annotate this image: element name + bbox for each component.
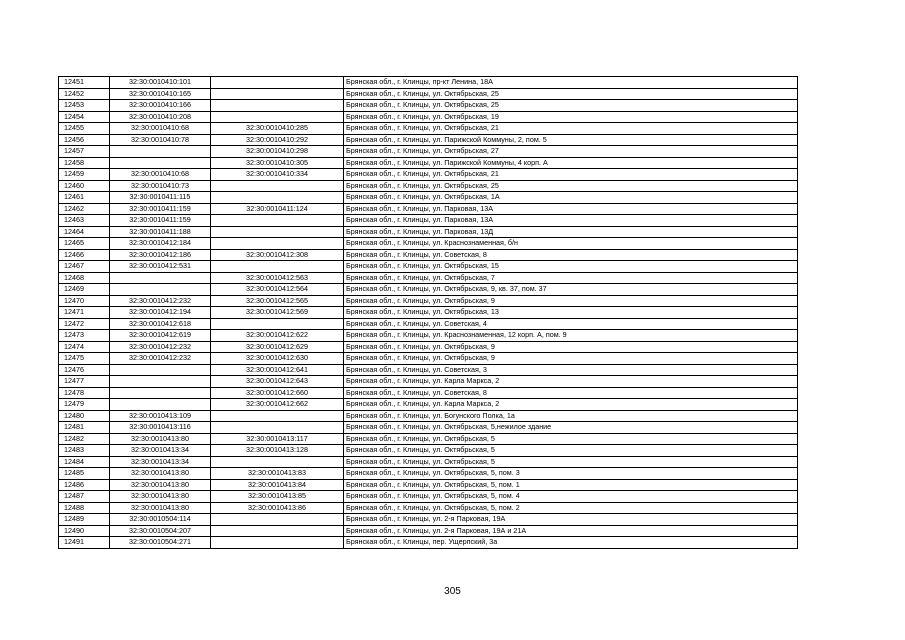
row-number-cell: 12462 <box>59 203 110 215</box>
related-cadastral-number-cell <box>211 410 344 422</box>
cadastral-number-cell: 32:30:0010504:114 <box>110 514 211 526</box>
cadastral-number-cell: 32:30:0010504:207 <box>110 525 211 537</box>
cadastral-number-cell <box>110 399 211 411</box>
address-cell: Брянская обл., г. Клинцы, ул. Октябрьская, 25 <box>344 180 798 192</box>
cadastral-number-cell <box>110 272 211 284</box>
address-cell: Брянская обл., г. Клинцы, ул. Советская, 8 <box>344 387 798 399</box>
table-row <box>59 157 798 169</box>
related-cadastral-number-cell: 32:30:0010413:117 <box>211 433 344 445</box>
related-cadastral-number-cell <box>211 238 344 250</box>
row-number-cell: 12479 <box>59 399 110 411</box>
related-cadastral-number-cell <box>211 456 344 468</box>
cadastral-number-cell: 32:30:0010412:232 <box>110 295 211 307</box>
row-number-cell: 12471 <box>59 307 110 319</box>
cadastral-number-cell: 32:30:0010411:188 <box>110 226 211 238</box>
related-cadastral-number-cell: 32:30:0010412:641 <box>211 364 344 376</box>
table-row <box>59 514 798 526</box>
related-cadastral-number-cell: 32:30:0010412:565 <box>211 295 344 307</box>
address-cell: Брянская обл., г. Клинцы, ул. Октябрьская, 13 <box>344 307 798 319</box>
address-cell: Брянская обл., г. Клинцы, ул. Октябрьская, 19 <box>344 111 798 123</box>
row-number-cell: 12491 <box>59 537 110 549</box>
related-cadastral-number-cell <box>211 514 344 526</box>
table-row <box>59 111 798 123</box>
cadastral-number-cell <box>110 376 211 388</box>
row-number-cell: 12473 <box>59 330 110 342</box>
related-cadastral-number-cell: 32:30:0010410:298 <box>211 146 344 158</box>
table-row <box>59 295 798 307</box>
related-cadastral-number-cell <box>211 88 344 100</box>
address-cell: Брянская обл., г. Клинцы, ул. Октябрьская, 5 <box>344 433 798 445</box>
cadastral-number-cell <box>110 157 211 169</box>
row-number-cell: 12481 <box>59 422 110 434</box>
related-cadastral-number-cell <box>211 261 344 273</box>
related-cadastral-number-cell <box>211 525 344 537</box>
address-cell: Брянская обл., г. Клинцы, ул. Парижской Коммуны, 2, пом. 5 <box>344 134 798 146</box>
address-cell: Брянская обл., г. Клинцы, ул. Карла Маркса, 2 <box>344 399 798 411</box>
address-cell: Брянская обл., г. Клинцы, ул. Октябрьская, 5 <box>344 445 798 457</box>
table-row <box>59 502 798 514</box>
address-cell: Брянская обл., г. Клинцы, пр-кт Ленина, 18А <box>344 77 798 89</box>
related-cadastral-number-cell: 32:30:0010412:643 <box>211 376 344 388</box>
table-row <box>59 134 798 146</box>
related-cadastral-number-cell: 32:30:0010412:629 <box>211 341 344 353</box>
row-number-cell: 12461 <box>59 192 110 204</box>
address-cell: Брянская обл., г. Клинцы, ул. Октябрьская, 7 <box>344 272 798 284</box>
related-cadastral-number-cell: 32:30:0010410:292 <box>211 134 344 146</box>
table-row <box>59 123 798 135</box>
related-cadastral-number-cell <box>211 537 344 549</box>
related-cadastral-number-cell: 32:30:0010410:285 <box>211 123 344 135</box>
address-cell: Брянская обл., г. Клинцы, ул. Октябрьская, 27 <box>344 146 798 158</box>
address-cell: Брянская обл., г. Клинцы, ул. Октябрьская, 5, пом. 4 <box>344 491 798 503</box>
related-cadastral-number-cell: 32:30:0010412:660 <box>211 387 344 399</box>
table-row <box>59 376 798 388</box>
row-number-cell: 12457 <box>59 146 110 158</box>
cadastral-number-cell: 32:30:0010411:115 <box>110 192 211 204</box>
row-number-cell: 12490 <box>59 525 110 537</box>
related-cadastral-number-cell: 32:30:0010413:83 <box>211 468 344 480</box>
cadastral-number-cell: 32:30:0010412:618 <box>110 318 211 330</box>
cadastral-number-cell: 32:30:0010413:80 <box>110 433 211 445</box>
cadastral-number-cell: 32:30:0010412:194 <box>110 307 211 319</box>
address-cell: Брянская обл., г. Клинцы, ул. Парковая, 13А <box>344 203 798 215</box>
row-number-cell: 12475 <box>59 353 110 365</box>
table-row <box>59 525 798 537</box>
address-cell: Брянская обл., г. Клинцы, ул. 2-я Парковая, 19А и 21А <box>344 525 798 537</box>
cadastral-number-cell: 32:30:0010411:159 <box>110 203 211 215</box>
cadastral-number-cell: 32:30:0010410:68 <box>110 169 211 181</box>
row-number-cell: 12478 <box>59 387 110 399</box>
cadastral-number-cell: 32:30:0010413:116 <box>110 422 211 434</box>
table-row <box>59 180 798 192</box>
table-row <box>59 192 798 204</box>
row-number-cell: 12487 <box>59 491 110 503</box>
table-row <box>59 100 798 112</box>
address-cell: Брянская обл., г. Клинцы, ул. Карла Маркса, 2 <box>344 376 798 388</box>
cadastral-number-cell: 32:30:0010411:159 <box>110 215 211 227</box>
cadastral-number-cell: 32:30:0010410:166 <box>110 100 211 112</box>
related-cadastral-number-cell: 32:30:0010411:124 <box>211 203 344 215</box>
related-cadastral-number-cell: 32:30:0010412:563 <box>211 272 344 284</box>
address-cell: Брянская обл., г. Клинцы, ул. Краснознаменная, б/н <box>344 238 798 250</box>
row-number-cell: 12452 <box>59 88 110 100</box>
related-cadastral-number-cell: 32:30:0010413:84 <box>211 479 344 491</box>
cadastral-number-cell: 32:30:0010413:80 <box>110 502 211 514</box>
table-row <box>59 238 798 250</box>
cadastral-number-cell: 32:30:0010412:184 <box>110 238 211 250</box>
table-row <box>59 468 798 480</box>
cadastral-number-cell: 32:30:0010410:101 <box>110 77 211 89</box>
table-row <box>59 261 798 273</box>
related-cadastral-number-cell <box>211 422 344 434</box>
address-cell: Брянская обл., г. Клинцы, ул. Парковая, 13Д <box>344 226 798 238</box>
row-number-cell: 12463 <box>59 215 110 227</box>
related-cadastral-number-cell: 32:30:0010412:662 <box>211 399 344 411</box>
cadastral-number-cell: 32:30:0010412:619 <box>110 330 211 342</box>
cadastral-number-cell: 32:30:0010413:80 <box>110 479 211 491</box>
related-cadastral-number-cell <box>211 111 344 123</box>
related-cadastral-number-cell: 32:30:0010410:334 <box>211 169 344 181</box>
cadastral-number-cell: 32:30:0010410:165 <box>110 88 211 100</box>
address-cell: Брянская обл., г. Клинцы, ул. Октябрьская, 9, кв. 37, пом. 37 <box>344 284 798 296</box>
table-row <box>59 422 798 434</box>
row-number-cell: 12470 <box>59 295 110 307</box>
cadastral-number-cell: 32:30:0010413:34 <box>110 445 211 457</box>
cadastral-number-cell: 32:30:0010410:208 <box>110 111 211 123</box>
address-cell: Брянская обл., г. Клинцы, ул. Октябрьская, 25 <box>344 88 798 100</box>
table-row <box>59 272 798 284</box>
table-body <box>59 77 798 549</box>
cadastral-number-cell <box>110 146 211 158</box>
table-row <box>59 77 798 89</box>
row-number-cell: 12489 <box>59 514 110 526</box>
table-row <box>59 456 798 468</box>
row-number-cell: 12480 <box>59 410 110 422</box>
address-cell: Брянская обл., г. Клинцы, пер. Ущерпский, 3а <box>344 537 798 549</box>
cadastral-number-cell <box>110 387 211 399</box>
cadastral-number-cell: 32:30:0010410:68 <box>110 123 211 135</box>
row-number-cell: 12482 <box>59 433 110 445</box>
address-cell: Брянская обл., г. Клинцы, ул. Советская, 8 <box>344 249 798 261</box>
cadastral-number-cell <box>110 364 211 376</box>
address-cell: Брянская обл., г. Клинцы, ул. Октябрьская, 9 <box>344 353 798 365</box>
row-number-cell: 12467 <box>59 261 110 273</box>
related-cadastral-number-cell <box>211 180 344 192</box>
cadastral-number-cell: 32:30:0010413:34 <box>110 456 211 468</box>
table-row <box>59 169 798 181</box>
table-row <box>59 445 798 457</box>
table-row <box>59 387 798 399</box>
related-cadastral-number-cell <box>211 215 344 227</box>
row-number-cell: 12468 <box>59 272 110 284</box>
related-cadastral-number-cell <box>211 318 344 330</box>
table-row <box>59 479 798 491</box>
table-row <box>59 330 798 342</box>
row-number-cell: 12483 <box>59 445 110 457</box>
cadastral-number-cell: 32:30:0010412:232 <box>110 341 211 353</box>
address-cell: Брянская обл., г. Клинцы, ул. Октябрьская, 21 <box>344 169 798 181</box>
address-cell: Брянская обл., г. Клинцы, ул. Октябрьская, 1А <box>344 192 798 204</box>
row-number-cell: 12464 <box>59 226 110 238</box>
address-cell: Брянская обл., г. Клинцы, ул. Октябрьская, 25 <box>344 100 798 112</box>
cadastral-number-cell: 32:30:0010410:73 <box>110 180 211 192</box>
related-cadastral-number-cell: 32:30:0010413:128 <box>211 445 344 457</box>
cadastral-number-cell: 32:30:0010412:531 <box>110 261 211 273</box>
table-row <box>59 491 798 503</box>
address-cell: Брянская обл., г. Клинцы, ул. Парковая, 13А <box>344 215 798 227</box>
related-cadastral-number-cell: 32:30:0010412:569 <box>211 307 344 319</box>
row-number-cell: 12474 <box>59 341 110 353</box>
row-number-cell: 12459 <box>59 169 110 181</box>
row-number-cell: 12465 <box>59 238 110 250</box>
table-row <box>59 433 798 445</box>
table-row <box>59 537 798 549</box>
row-number-cell: 12458 <box>59 157 110 169</box>
related-cadastral-number-cell: 32:30:0010412:630 <box>211 353 344 365</box>
table-row <box>59 353 798 365</box>
related-cadastral-number-cell <box>211 100 344 112</box>
row-number-cell: 12485 <box>59 468 110 480</box>
address-cell: Брянская обл., г. Клинцы, ул. Богунского Полка, 1а <box>344 410 798 422</box>
property-table <box>58 76 798 549</box>
cadastral-number-cell: 32:30:0010413:80 <box>110 491 211 503</box>
table-row <box>59 203 798 215</box>
address-cell: Брянская обл., г. Клинцы, ул. Октябрьская, 5, пом. 3 <box>344 468 798 480</box>
row-number-cell: 12454 <box>59 111 110 123</box>
related-cadastral-number-cell: 32:30:0010412:622 <box>211 330 344 342</box>
address-cell: Брянская обл., г. Клинцы, ул. Октябрьская, 5, пом. 2 <box>344 502 798 514</box>
related-cadastral-number-cell <box>211 192 344 204</box>
row-number-cell: 12456 <box>59 134 110 146</box>
table-row <box>59 215 798 227</box>
address-cell: Брянская обл., г. Клинцы, ул. Октябрьская, 5 <box>344 456 798 468</box>
row-number-cell: 12476 <box>59 364 110 376</box>
row-number-cell: 12484 <box>59 456 110 468</box>
address-cell: Брянская обл., г. Клинцы, ул. Парижской Коммуны, 4 корп. А <box>344 157 798 169</box>
related-cadastral-number-cell <box>211 226 344 238</box>
address-cell: Брянская обл., г. Клинцы, ул. 2-я Парковая, 19А <box>344 514 798 526</box>
row-number-cell: 12460 <box>59 180 110 192</box>
related-cadastral-number-cell: 32:30:0010412:308 <box>211 249 344 261</box>
address-cell: Брянская обл., г. Клинцы, ул. Октябрьская, 21 <box>344 123 798 135</box>
address-cell: Брянская обл., г. Клинцы, ул. Октябрьская, 5, пом. 1 <box>344 479 798 491</box>
cadastral-number-cell: 32:30:0010412:186 <box>110 249 211 261</box>
table-row <box>59 88 798 100</box>
table-row <box>59 284 798 296</box>
table-row <box>59 146 798 158</box>
row-number-cell: 12488 <box>59 502 110 514</box>
page-number: 305 <box>444 586 461 597</box>
address-cell: Брянская обл., г. Клинцы, ул. Советская, 4 <box>344 318 798 330</box>
table-row <box>59 410 798 422</box>
address-cell: Брянская обл., г. Клинцы, ул. Советская, 3 <box>344 364 798 376</box>
table-row <box>59 364 798 376</box>
address-cell: Брянская обл., г. Клинцы, ул. Краснознаменная, 12 корп. А, пом. 9 <box>344 330 798 342</box>
address-cell: Брянская обл., г. Клинцы, ул. Октябрьская, 9 <box>344 295 798 307</box>
row-number-cell: 12472 <box>59 318 110 330</box>
table-row <box>59 318 798 330</box>
row-number-cell: 12486 <box>59 479 110 491</box>
cadastral-number-cell: 32:30:0010410:78 <box>110 134 211 146</box>
cadastral-number-cell: 32:30:0010413:80 <box>110 468 211 480</box>
related-cadastral-number-cell: 32:30:0010412:564 <box>211 284 344 296</box>
related-cadastral-number-cell <box>211 77 344 89</box>
table-row <box>59 399 798 411</box>
cadastral-number-cell <box>110 284 211 296</box>
table-row <box>59 307 798 319</box>
related-cadastral-number-cell: 32:30:0010413:86 <box>211 502 344 514</box>
row-number-cell: 12469 <box>59 284 110 296</box>
related-cadastral-number-cell: 32:30:0010410:305 <box>211 157 344 169</box>
address-cell: Брянская обл., г. Клинцы, ул. Октябрьская, 15 <box>344 261 798 273</box>
row-number-cell: 12455 <box>59 123 110 135</box>
address-cell: Брянская обл., г. Клинцы, ул. Октябрьская, 5,нежилое здание <box>344 422 798 434</box>
related-cadastral-number-cell: 32:30:0010413:85 <box>211 491 344 503</box>
row-number-cell: 12477 <box>59 376 110 388</box>
row-number-cell: 12453 <box>59 100 110 112</box>
table-row <box>59 226 798 238</box>
cadastral-number-cell: 32:30:0010412:232 <box>110 353 211 365</box>
table-row <box>59 341 798 353</box>
cadastral-number-cell: 32:30:0010504:271 <box>110 537 211 549</box>
cadastral-number-cell: 32:30:0010413:109 <box>110 410 211 422</box>
row-number-cell: 12451 <box>59 77 110 89</box>
table-row <box>59 249 798 261</box>
address-cell: Брянская обл., г. Клинцы, ул. Октябрьская, 9 <box>344 341 798 353</box>
row-number-cell: 12466 <box>59 249 110 261</box>
